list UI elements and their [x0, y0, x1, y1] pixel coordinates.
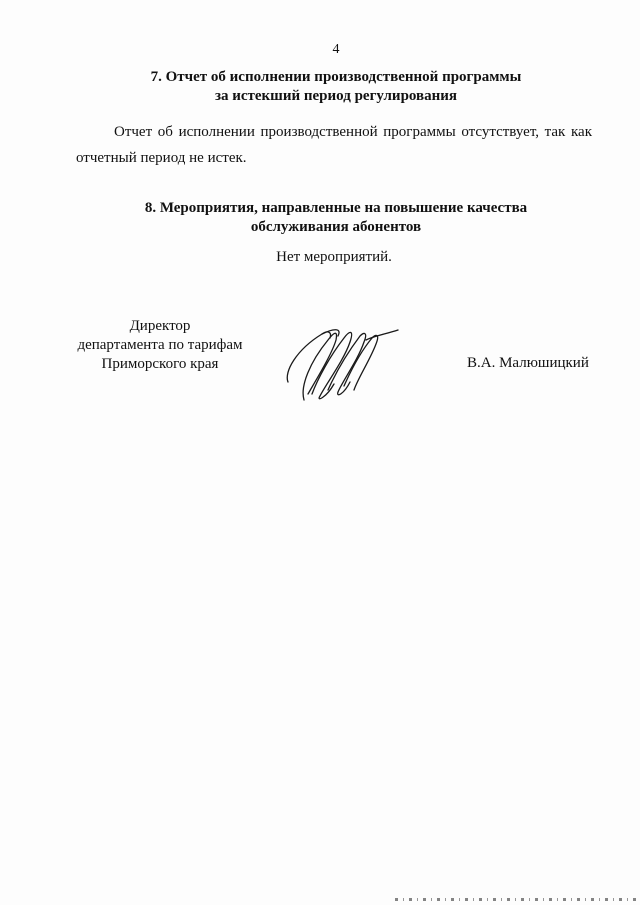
section-8-heading-line-1: 8. Мероприятия, направленные на повышение качества [144, 200, 528, 216]
signatory-position-line-1: Директор [129, 318, 191, 334]
section-7-text-line-2: отчетный период не истек. [76, 150, 247, 166]
handwritten-signature-icon [282, 320, 402, 402]
signatory-position-line-3: Приморского края [101, 356, 219, 372]
signatory-position-line-2: департамента по тарифам [77, 337, 243, 353]
signatory-position [62, 317, 258, 374]
section-8-heading [0, 199, 640, 237]
signer-name: В.А. Малюшицкий [467, 355, 589, 371]
section-7-heading [0, 68, 640, 106]
section-7-text [76, 119, 592, 171]
section-7-text-line-1: Отчет об исполнении производственной программы отсутствует, так как [114, 124, 592, 140]
section-8-text: Нет мероприятий. [276, 249, 392, 265]
section-7-heading-line-2: за истекший период регулирования [214, 88, 458, 104]
scan-artifact [395, 898, 640, 901]
section-8-heading-line-2: обслуживания абонентов [250, 219, 422, 235]
section-7-heading-line-1: 7. Отчет об исполнении производственной программы [150, 69, 522, 85]
page-number: 4 [332, 42, 340, 57]
